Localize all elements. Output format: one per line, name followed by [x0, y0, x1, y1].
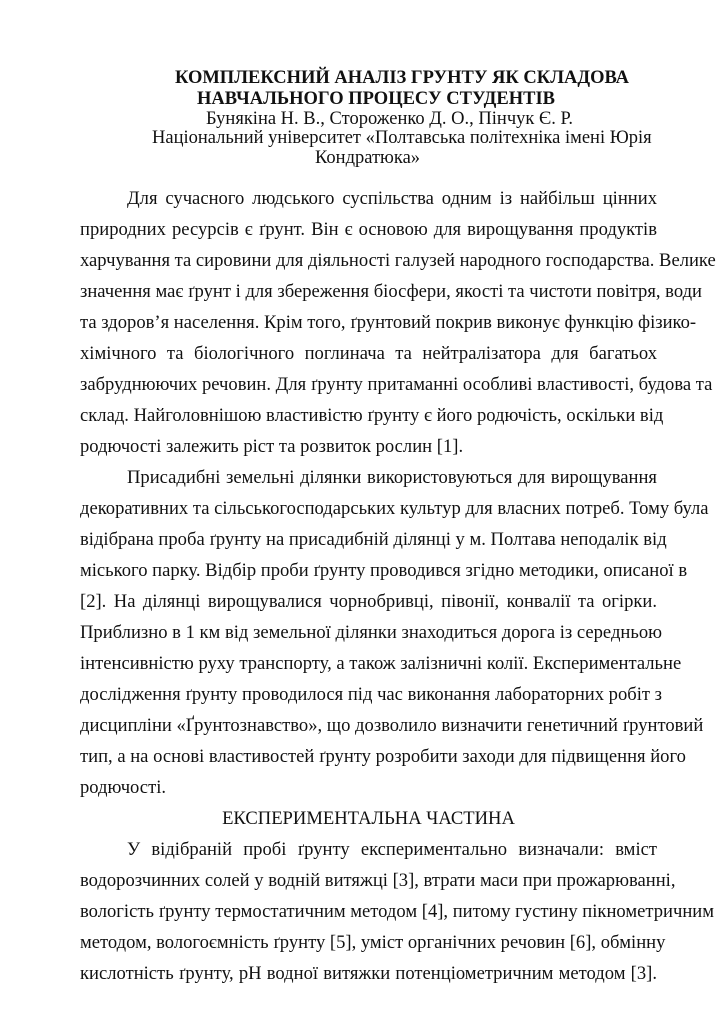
text-line: Присадибні земельні ділянки використовуються для вирощування	[127, 467, 657, 488]
text-line: Для сучасного людського суспільства одним із найбільш цінних	[127, 188, 657, 209]
title-line-2: НАВЧАЛЬНОГО ПРОЦЕСУ СТУДЕНТІВ	[197, 89, 555, 109]
text-line: та здоров’я населення. Крім того, ґрунтовий покрив виконує функцію фізико-	[80, 312, 697, 333]
text-line: родючості залежить ріст та розвиток рослин [1].	[80, 436, 464, 457]
text-line: У відібраній пробі ґрунту експериментально визначали: вміст	[127, 839, 657, 860]
text-line: міського парку. Відбір проби ґрунту проводився згідно методики, описаної в	[80, 560, 688, 581]
section-heading: ЕКСПЕРИМЕНТАЛЬНА ЧАСТИНА	[222, 808, 515, 829]
text-line: харчування та сировини для діяльності галузей народного господарства. Велике	[80, 250, 716, 271]
text-line: водорозчинних солей у водній витяжці [3], втрати маси при прожарюванні,	[80, 870, 676, 891]
title-line-1: КОМПЛЕКСНИЙ АНАЛІЗ ГРУНТУ ЯК СКЛАДОВА	[175, 68, 629, 88]
text-line: вологість ґрунту термостатичним методом [4], питому густину пікнометричним	[80, 901, 714, 922]
authors: Бунякіна Н. В., Стороженко Д. О., Пінчук Є. Р.	[206, 109, 574, 129]
text-line: [2]. На ділянці вирощувалися чорнобривці, півонії, конвалії та огірки.	[80, 591, 657, 612]
text-line: склад. Найголовнішою властивістю ґрунту є його родючість, оскільки від	[80, 405, 664, 426]
document-body	[80, 183, 716, 989]
text-line: декоративних та сільськогосподарських культур для власних потреб. Тому була	[80, 498, 709, 519]
text-line: тип, а на основі властивостей ґрунту розробити заходи для підвищення його	[80, 746, 686, 767]
text-line: кислотність ґрунту, pH водної витяжки потенціометричним методом [3].	[80, 963, 657, 984]
text-line: Приблизно в 1 км від земельної ділянки знаходиться дорога із середньою	[80, 622, 663, 643]
text-line: методом, вологоємність ґрунту [5], уміст органічних речовин [6], обмінну	[80, 932, 666, 953]
affiliation-line-1: Національний університет «Полтавська політехніка імені Юрія	[152, 128, 652, 148]
text-line: відібрана проба ґрунту на присадибній ділянці у м. Полтава неподалік від	[80, 529, 667, 550]
affiliation-line-2: Кондратюка»	[315, 148, 421, 168]
text-line: родючості.	[80, 777, 167, 798]
paragraph-1	[80, 183, 716, 462]
text-line: значення має ґрунт і для збереження біосфери, якості та чистоти повітря, води	[80, 281, 702, 302]
text-line: природних ресурсів є ґрунт. Він є основою для вирощування продуктів	[80, 219, 657, 240]
paragraph-3	[80, 834, 714, 989]
text-line: інтенсивністю руху транспорту, а також залізничні колії. Експериментальне	[80, 653, 682, 674]
text-line: дослідження ґрунту проводилося під час виконання лабораторних робіт з	[80, 684, 663, 705]
paragraph-2	[80, 462, 709, 803]
text-line: забруднюючих речовин. Для ґрунту притаманні особливі властивості, будова та	[80, 374, 713, 395]
text-line: дисципліни «Ґрунтознавство», що дозволило визначити генетичний ґрунтовий	[80, 715, 704, 736]
text-line: хімічного та біологічного поглинача та нейтралізатора для багатьох	[80, 343, 657, 364]
